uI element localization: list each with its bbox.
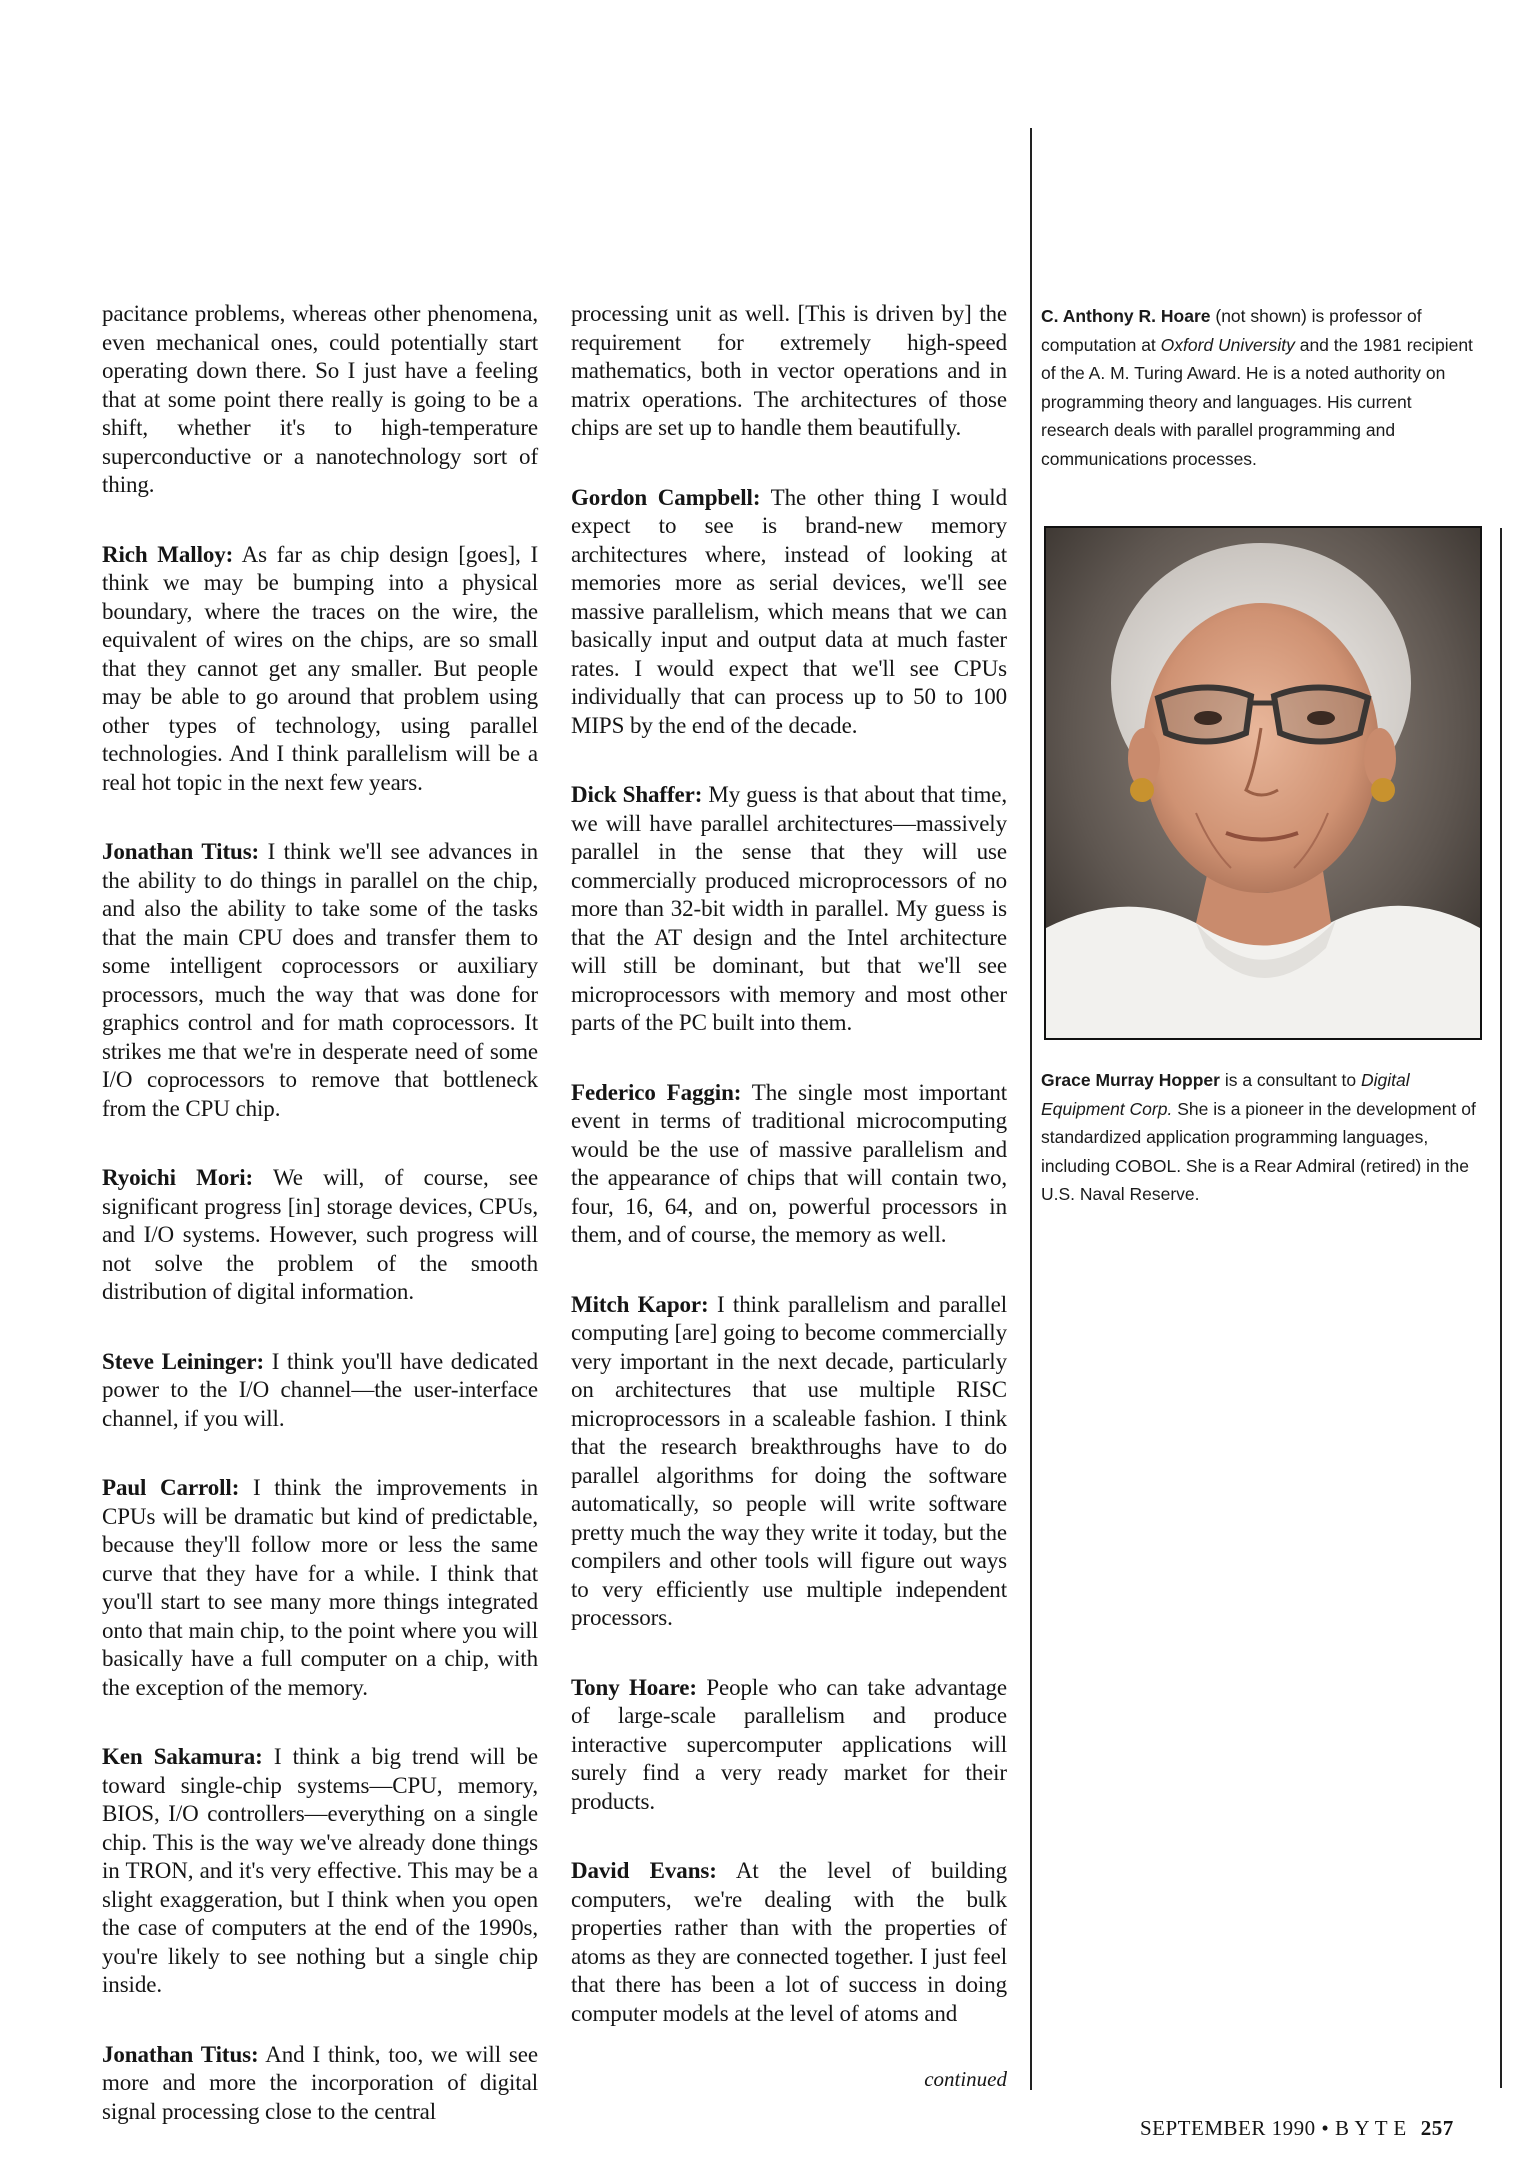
paragraph-text: I think a big trend will be toward single-chip systems—CPU, memory, BIOS, I/O controllers—everything on a single chip. This is the way we've already done things in TRON, and it's very effective. This may be a slight exaggeration, but I think when you open the case of computers at the end of the 1990s, you're likely to see nothing but a single chip inside. xyxy=(102,1744,538,1997)
hopper-name: Grace Murray Hopper xyxy=(1041,1070,1220,1090)
article-paragraph xyxy=(571,1079,1007,1250)
paragraph-text: The single most important event in terms of traditional microcomputing would be the use of massive parallelism and the appearance of chips that will contain two, four, 16, 64, and on, powerful processors in them, and of course, the memory as well. xyxy=(571,1079,1008,1247)
sidebar-divider xyxy=(1500,528,1502,2088)
continued-label: continued xyxy=(924,2067,1007,2091)
paragraph-text: The other thing I would expect to see is brand-new memory architectures where, instead of looking at memories more as serial devices, we'll see massive parallelism, which means that we can basically input and output data at much faster rates. I would expect that we'll see CPUs individually that can process up to 50 to 100 MIPS by the end of the decade. xyxy=(571,484,1008,738)
paragraph-text: I think parallelism and parallel computing [are] going to become commercially very important in the next decade, particularly on architectures that use multiple RISC microprocessors in a scaleable fashion. I think that the research breakthroughs have to do parallel algorithms for doing the software automatically, so people will write software pretty much the way they write it today, but the compilers and other tools will figure out ways to very efficiently use multiple independent processors. xyxy=(571,1291,1007,1630)
paragraph-text: I think we'll see advances in the ability to do things in parallel on the chip, and also the ability to take some of the tasks that the main CPU does and transfer them to some intelligent coprocessors or auxiliary processors, much the way that was done for graphics control and for math coprocessors. It strikes me that we're in desperate need of some I/O coprocessors to remove that bottleneck from the CPU chip. xyxy=(102,839,538,1121)
issue-label: SEPTEMBER 1990 • B Y T E xyxy=(1140,2116,1407,2140)
speaker-name: Steve Leininger: xyxy=(102,1348,265,1374)
speaker-name: Paul Carroll: xyxy=(102,1475,240,1500)
paragraph-text: We will, of course, see significant progress [in] storage devices, CPUs, and I/O systems. However, such progress will not solve the problem of the smooth distribution of digital information. xyxy=(102,1165,538,1304)
article-column-left xyxy=(102,300,538,2167)
portrait-illustration xyxy=(1046,528,1480,1038)
article-paragraph xyxy=(102,1474,538,1702)
speaker-name: Jonathan Titus: xyxy=(102,839,260,864)
hopper-affiliation: Digital Equipment Corp. xyxy=(1041,1070,1410,1119)
article-paragraph xyxy=(571,781,1007,1038)
paragraph-text: As far as chip design [goes], I think we may be bumping into a physical boundary, where the traces on the wire, the equivalent of wires on the chips, are so small that they cannot get any smaller. But people may be able to go around that problem using other types of technology, using parallel technologies. And I think parallelism will be a real hot topic in the next few years. xyxy=(102,541,539,795)
speaker-name: David Evans: xyxy=(571,1858,717,1883)
article-paragraph xyxy=(102,541,538,798)
paragraph-text: processing unit as well. [This is driven by] the requirement for extremely high-speed mathematics, both in vector operations and in matrix operations. The architectures of those chips are set up to handle them beautifully. xyxy=(571,301,1007,440)
paragraph-text: And I think, too, we will see more and more the incorporation of digital signal processing close to the central xyxy=(102,2041,538,2124)
article-paragraph xyxy=(102,300,538,500)
paragraph-text: My guess is that about that time, we will have parallel architectures—massively parallel in the sense that they will use commercially produced microprocessors of no more than 32-bit width in parallel. My guess is that the AT design and the Intel architecture will still be dominant, but that we'll see microprocessors with memory and most other parts of the PC built into them. xyxy=(571,782,1007,1035)
speaker-name: Mitch Kapor: xyxy=(571,1291,709,1317)
column-divider xyxy=(1030,128,1032,2090)
hoare-affiliation: Oxford University xyxy=(1160,334,1295,355)
article-paragraph xyxy=(571,1291,1007,1633)
speaker-name: Jonathan Titus: xyxy=(102,2041,259,2067)
paragraph-text: I think you'll have dedicated power to the I/O channel—the user-interface channel, if you will. xyxy=(102,1348,538,1431)
paragraph-text: People who can take advantage of large-scale parallelism and produce interactive supercomputer applications will surely find a very ready market for their products. xyxy=(571,1674,1007,1814)
paragraph-text: pacitance problems, whereas other phenomena, even mechanical ones, could potentially start operating down there. So I just have a feeling that at some point there really is going to be a shift, whether it's to high-temperature superconductive or a nanotechnology sort of thing. xyxy=(102,301,538,497)
hoare-name: C. Anthony R. Hoare xyxy=(1041,306,1211,326)
hoare-caption-text-a: (not shown) is professor of computation at xyxy=(1041,306,1422,355)
speaker-name: Federico Faggin: xyxy=(571,1079,742,1105)
hoare-caption-text-b: and the 1981 recipient of the A. M. Turing Award. He is a noted authority on programming theory and languages. His current research deals with parallel programming and communications processes. xyxy=(1041,334,1473,469)
paragraph-text: I think the improvements in CPUs will be dramatic but kind of predictable, because they'll follow more or less the same curve that they have for a while. I think that you'll start to see many more things integrated onto that main chip, to the point where you will basically have a full computer on a chip, with the exception of the memory. xyxy=(102,1475,539,1700)
article-paragraph xyxy=(571,1674,1007,1817)
article-column-middle xyxy=(571,300,1007,2069)
speaker-name: Tony Hoare: xyxy=(571,1674,697,1700)
hopper-caption-text-b: She is a pioneer in the development of standardized application programming languages, including COBOL. She is a Rear Admiral (retired) in the U.S. Naval Reserve. xyxy=(1041,1098,1476,1204)
speaker-name: Ryoichi Mori: xyxy=(102,1165,254,1190)
article-paragraph xyxy=(102,1348,538,1434)
hopper-caption xyxy=(1041,1066,1481,1209)
speaker-name: Dick Shaffer: xyxy=(571,782,703,807)
article-paragraph xyxy=(571,484,1007,741)
paragraph-text: At the level of building computers, we're dealing with the bulk properties rather than with the properties of atoms as they are connected together. I just feel that there has been a lot of success in doing computer models at the level of atoms and xyxy=(571,1858,1007,2026)
article-paragraph xyxy=(102,1743,538,2000)
speaker-name: Rich Malloy: xyxy=(102,541,234,567)
article-paragraph xyxy=(571,1857,1007,2028)
speaker-name: Gordon Campbell: xyxy=(571,484,761,510)
page-number: 257 xyxy=(1420,2116,1454,2140)
portrait-photo xyxy=(1044,526,1482,1040)
article-paragraph xyxy=(102,838,538,1123)
hoare-caption xyxy=(1041,302,1481,473)
article-paragraph xyxy=(571,300,1007,443)
speaker-name: Ken Sakamura: xyxy=(102,1744,263,1769)
article-paragraph xyxy=(102,2041,538,2127)
page-footer xyxy=(1140,2116,1454,2141)
hopper-caption-text-a: is a consultant to xyxy=(1219,1070,1362,1090)
article-paragraph xyxy=(102,1164,538,1307)
